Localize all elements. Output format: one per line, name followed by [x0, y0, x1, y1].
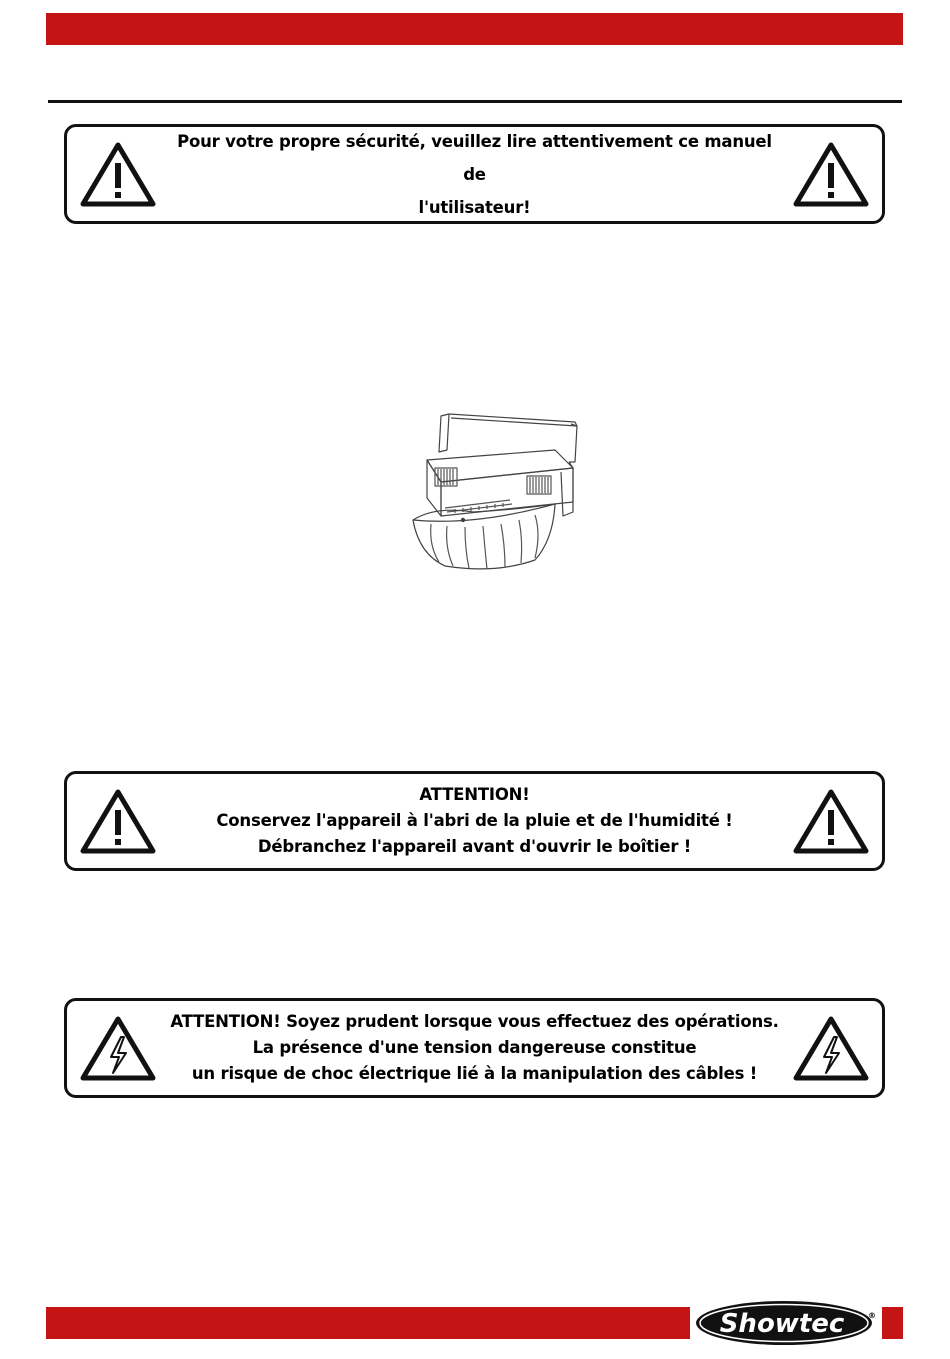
- attention-warning-line-1: ATTENTION!: [419, 785, 530, 804]
- footer-color-bar-end: [882, 1307, 903, 1339]
- attention-warning-line-2: Conservez l'appareil à l'abri de la pluie et de l'humidité !: [216, 811, 733, 830]
- safety-warning-box: [64, 124, 885, 224]
- safety-warning-line-2: l'utilisateur!: [418, 197, 531, 217]
- electric-warning-box: [64, 998, 885, 1098]
- showtec-logo: [694, 1298, 878, 1348]
- attention-warning-text: [167, 774, 782, 868]
- attention-warning-box: [64, 771, 885, 871]
- warning-triangle-icon: [793, 788, 869, 854]
- safety-warning-text: [167, 127, 782, 221]
- logo-text: Showtec: [719, 1309, 845, 1339]
- high-voltage-icon: [80, 1015, 156, 1081]
- safety-warning-line-1: Pour votre propre sécurité, veuillez lire attentivement ce manuel de: [177, 131, 772, 184]
- warning-triangle-icon: [793, 141, 869, 207]
- high-voltage-icon: [793, 1015, 869, 1081]
- header-color-bar: [46, 13, 903, 45]
- warning-triangle-icon: [80, 788, 156, 854]
- logo-registered-mark: ®: [868, 1311, 876, 1320]
- electric-warning-line-1: ATTENTION! Soyez prudent lorsque vous effectuez des opérations.: [170, 1012, 779, 1031]
- electric-warning-line-2: La présence d'une tension dangereuse constitue: [252, 1038, 697, 1057]
- device-illustration: [405, 412, 585, 577]
- footer-color-bar: [46, 1307, 690, 1339]
- warning-triangle-icon: [80, 141, 156, 207]
- electric-warning-line-3: un risque de choc électrique lié à la manipulation des câbles !: [191, 1064, 758, 1083]
- attention-warning-line-3: Débranchez l'appareil avant d'ouvrir le boîtier !: [257, 837, 692, 856]
- header-divider: [48, 100, 902, 103]
- electric-warning-text: [167, 1001, 782, 1095]
